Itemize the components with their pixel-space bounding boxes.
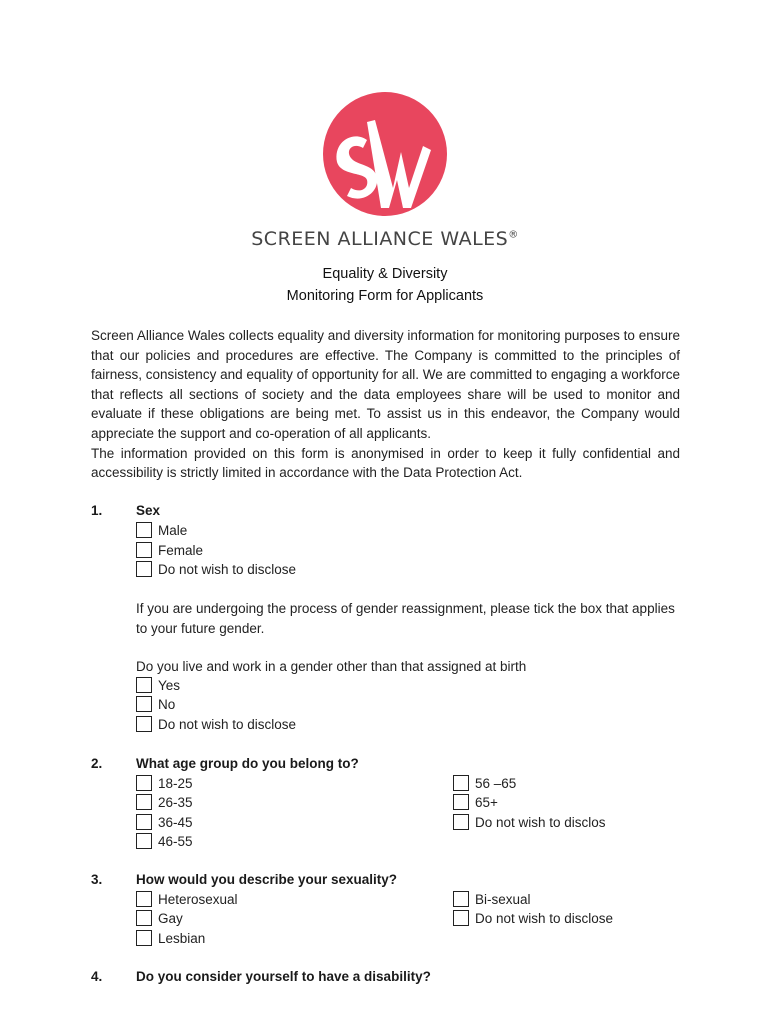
- option-age-46-55[interactable]: 46-55: [136, 832, 193, 850]
- form-title-line1: Equality & Diversity: [322, 266, 448, 282]
- option-bisexual[interactable]: Bi-sexual: [453, 890, 531, 908]
- option-age-not-disclose[interactable]: Do not wish to disclos: [453, 813, 606, 831]
- checkbox[interactable]: [136, 891, 152, 907]
- option-no[interactable]: No: [136, 695, 175, 713]
- option-sex-not-disclose[interactable]: Do not wish to disclose: [136, 560, 296, 578]
- question-age: What age group do you belong to?: [136, 756, 359, 771]
- gender-reassignment-text: If you are undergoing the process of gender reassignment, please tick the box that applies to your future gender.: [136, 601, 675, 636]
- form-title-line2: Monitoring Form for Applicants: [286, 288, 484, 304]
- checkbox[interactable]: [136, 561, 152, 577]
- option-yes[interactable]: Yes: [136, 676, 180, 694]
- gender-question: Do you live and work in a gender other than that assigned at birth: [136, 659, 527, 674]
- option-male[interactable]: Male: [136, 521, 187, 539]
- option-sexuality-not-disclose[interactable]: Do not wish to disclose: [453, 909, 613, 927]
- checkbox[interactable]: [136, 814, 152, 830]
- option-gay[interactable]: Gay: [136, 909, 183, 927]
- intro-paragraph: Screen Alliance Wales collects equality and diversity information for monitoring purposes to ensure that our policies and procedures are effective. The Company is committed to the principles of fairness, consistency and equality of opportunity for all. We are committed to engaging a workforce that reflects all sections of society and the data employees share will be used to monitor and evaluate if these obligations are being met. To assist us in this endeavor, the Company would appreciate the support and co-operation of all applicants.: [91, 328, 680, 441]
- option-age-56-65[interactable]: 56 –65: [453, 774, 516, 792]
- brand-name: SCREEN ALLIANCE WALES®: [251, 228, 519, 250]
- checkbox[interactable]: [136, 930, 152, 946]
- question-sex: Sex: [136, 503, 161, 518]
- checkbox[interactable]: [136, 522, 152, 538]
- option-gender-not-disclose[interactable]: Do not wish to disclose: [136, 715, 296, 733]
- intro-paragraph: The information provided on this form is anonymised in order to keep it fully confidential and accessibility is strictly limited in accordance with the Data Protection Act.: [91, 445, 680, 481]
- checkbox[interactable]: [136, 775, 152, 791]
- question-number: 2.: [91, 756, 103, 771]
- checkbox[interactable]: [136, 542, 152, 558]
- option-age-26-35[interactable]: 26-35: [136, 793, 193, 811]
- question-number: 1.: [91, 503, 103, 518]
- checkbox[interactable]: [136, 696, 152, 712]
- option-age-65-plus[interactable]: 65+: [453, 793, 498, 811]
- question-number: 4.: [91, 969, 103, 984]
- checkbox[interactable]: [453, 794, 469, 810]
- option-age-18-25[interactable]: 18-25: [136, 774, 193, 792]
- question-sexuality: How would you describe your sexuality?: [136, 872, 398, 887]
- option-lesbian[interactable]: Lesbian: [136, 929, 205, 947]
- question-number: 3.: [91, 872, 103, 887]
- option-age-36-45[interactable]: 36-45: [136, 813, 193, 831]
- checkbox[interactable]: [136, 910, 152, 926]
- checkbox[interactable]: [453, 891, 469, 907]
- checkbox[interactable]: [136, 833, 152, 849]
- option-female[interactable]: Female: [136, 541, 203, 559]
- checkbox[interactable]: [136, 716, 152, 732]
- checkbox[interactable]: [136, 677, 152, 693]
- checkbox[interactable]: [453, 814, 469, 830]
- checkbox[interactable]: [453, 910, 469, 926]
- question-disability: Do you consider yourself to have a disability?: [136, 969, 431, 984]
- checkbox[interactable]: [453, 775, 469, 791]
- screen-alliance-wales-logo: [323, 92, 447, 216]
- checkbox[interactable]: [136, 794, 152, 810]
- intro-text: [91, 326, 680, 483]
- option-heterosexual[interactable]: Heterosexual: [136, 890, 238, 908]
